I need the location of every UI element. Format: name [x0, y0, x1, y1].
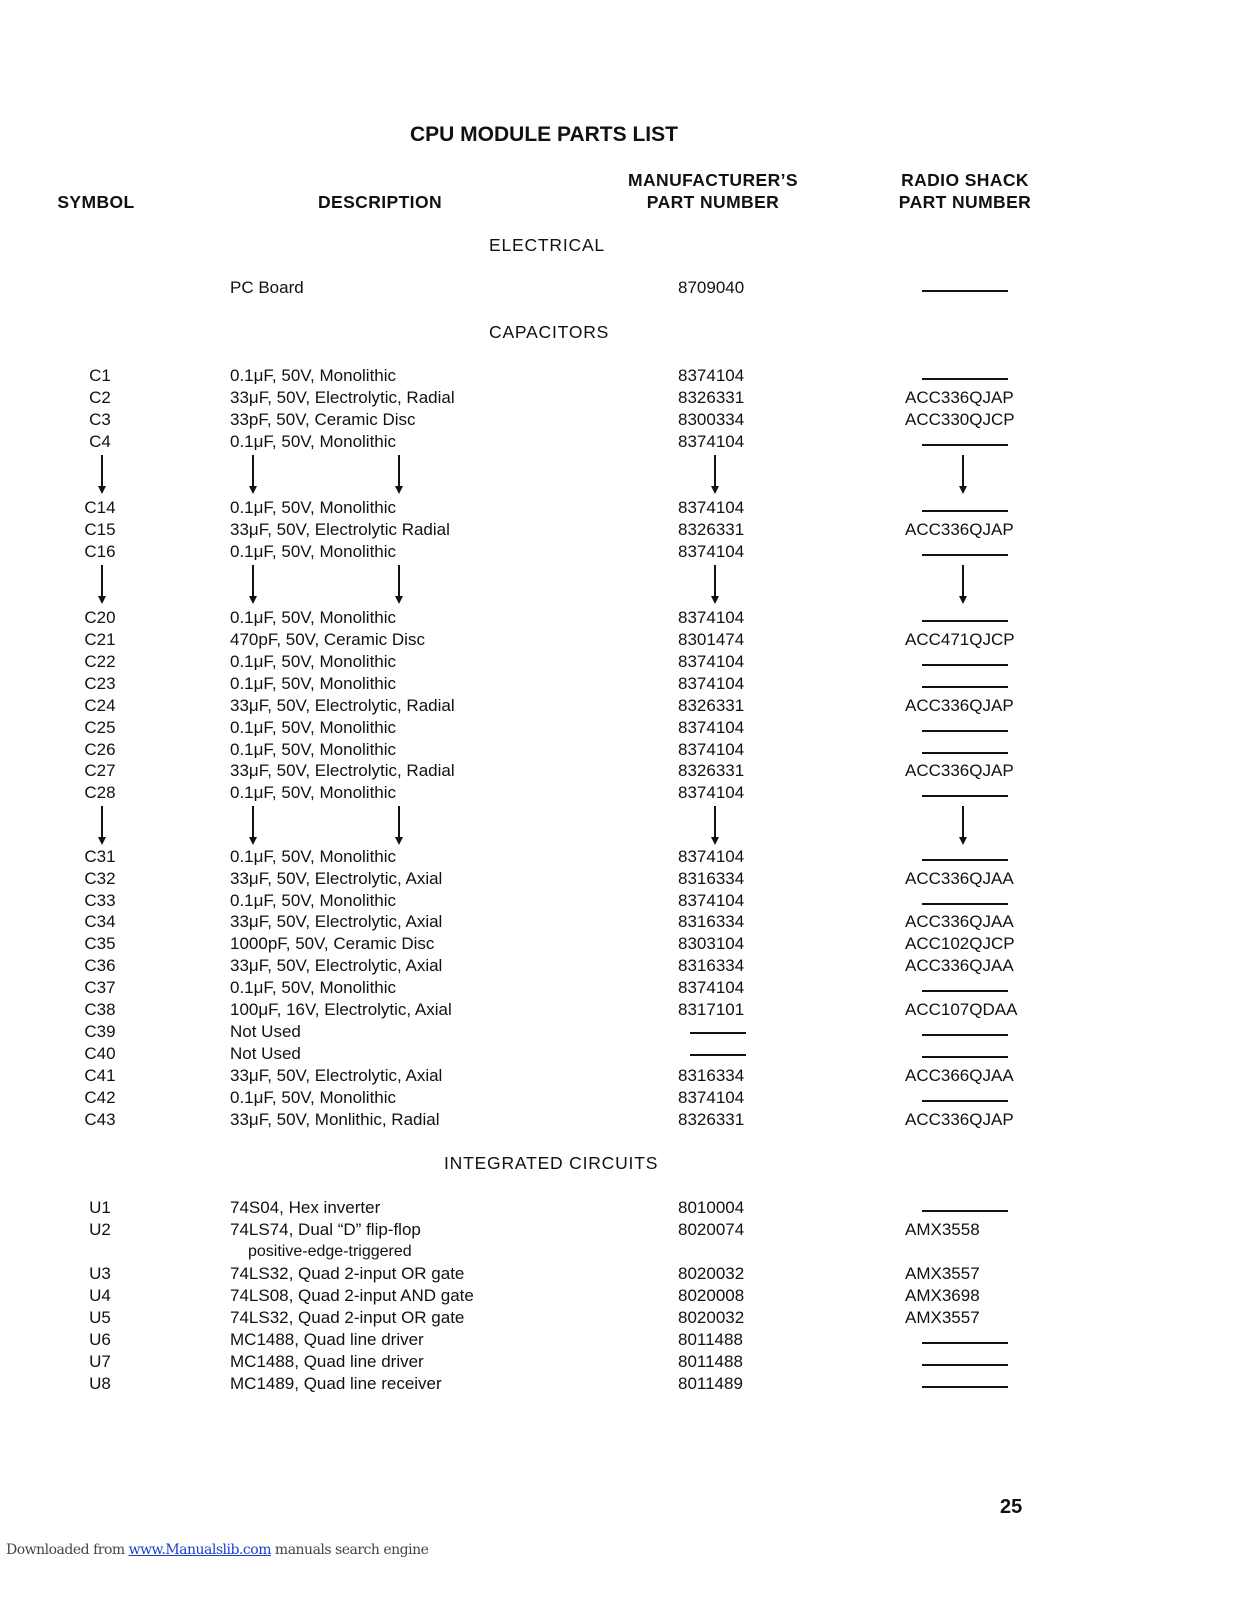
description-cell: 33pF, 50V, Ceramic Disc — [230, 410, 416, 429]
radioshack-part-cell: ACC336QJAP — [905, 761, 1014, 780]
description-cell: 74LS08, Quad 2-input AND gate — [230, 1286, 474, 1305]
radioshack-part-cell: ACC336QJAA — [905, 956, 1014, 975]
section-heading-integrated-circuits: INTEGRATED CIRCUITS — [444, 1153, 659, 1173]
description-cell: 74S04, Hex inverter — [230, 1198, 381, 1217]
description-cell: 33μF, 50V, Electrolytic, Axial — [230, 956, 443, 975]
header-radioshack-part-number — [880, 169, 1050, 213]
radioshack-part-cell: ACC107QDAA — [905, 1000, 1018, 1019]
symbol-cell: C42 — [84, 1088, 116, 1107]
radioshack-part-cell: ACC336QJAA — [905, 912, 1014, 931]
symbol-cell: C4 — [89, 432, 111, 451]
header-radioshack-line1: RADIO SHACK — [901, 170, 1029, 190]
manufacturer-part-cell: 8374104 — [678, 608, 745, 627]
symbol-cell: U5 — [89, 1308, 111, 1327]
footer-suffix: manuals search engine — [270, 1542, 429, 1558]
manufacturer-part-cell: 8011489 — [678, 1374, 743, 1393]
description-cell: 0.1μF, 50V, Monolithic — [230, 432, 397, 451]
symbol-cell: U1 — [89, 1198, 111, 1217]
header-radioshack-line2: PART NUMBER — [898, 192, 1032, 212]
description-cell: 74LS74, Dual “D” flip-flop — [230, 1220, 421, 1239]
radioshack-part-dash — [922, 859, 1008, 861]
radioshack-part-dash — [922, 1210, 1008, 1212]
radioshack-part-cell: ACC336QJAA — [905, 869, 1014, 888]
symbol-cell: C14 — [84, 498, 116, 517]
symbol-arrow-icon — [95, 455, 109, 495]
symbol-cell: C21 — [84, 630, 116, 649]
page-number: 25 — [1000, 1496, 1023, 1518]
manufacturer-part-cell: 8374104 — [678, 847, 745, 866]
download-footer — [6, 1542, 428, 1558]
description-cell: 0.1μF, 50V, Monolithic — [230, 783, 397, 802]
radioshack-part-cell: ACC336QJAP — [905, 520, 1014, 539]
manufacturer-part-cell: 8010004 — [678, 1198, 745, 1217]
manufacturer-part-cell: 8374104 — [678, 674, 745, 693]
radioshack-part-cell: ACC336QJAP — [905, 388, 1014, 407]
description-cell: 0.1μF, 50V, Monolithic — [230, 366, 397, 385]
symbol-cell: U4 — [89, 1286, 111, 1305]
symbol-cell: C15 — [84, 520, 116, 539]
radioshack-part-dash — [922, 554, 1008, 556]
symbol-cell: C34 — [84, 912, 116, 931]
radioshack-part-dash — [922, 1342, 1008, 1344]
radioshack-part-dash — [922, 903, 1008, 905]
radioshack-part-cell: AMX3558 — [905, 1220, 980, 1239]
symbol-arrow-icon — [95, 806, 109, 846]
description-cell: 33μF, 50V, Electrolytic, Axial — [230, 912, 443, 931]
description-cell: 33μF, 50V, Electrolytic, Axial — [230, 1066, 443, 1085]
radioshack-arrow-icon — [956, 455, 970, 495]
section-heading-electrical: ELECTRICAL — [489, 235, 605, 255]
header-manufacturer-line2: PART NUMBER — [646, 192, 780, 212]
radioshack-part-cell: ACC366QJAA — [905, 1066, 1014, 1085]
description-cell: 0.1μF, 50V, Monolithic — [230, 978, 397, 997]
radioshack-part-dash — [922, 290, 1008, 292]
section-heading-capacitors: CAPACITORS — [489, 322, 610, 342]
description-cell: 0.1μF, 50V, Monolithic — [230, 718, 397, 737]
symbol-cell: C23 — [84, 674, 116, 693]
symbol-cell: C27 — [84, 761, 116, 780]
manufacturer-part-cell: 8011488 — [678, 1330, 743, 1349]
description-arrow-icon — [392, 806, 406, 846]
radioshack-part-dash — [922, 620, 1008, 622]
symbol-arrow-icon — [95, 565, 109, 605]
description-cell: 470pF, 50V, Ceramic Disc — [230, 630, 425, 649]
radioshack-part-dash — [922, 1100, 1008, 1102]
description-cell: 74LS32, Quad 2-input OR gate — [230, 1264, 465, 1283]
manufacturer-arrow-icon — [708, 565, 722, 605]
radioshack-part-dash — [922, 378, 1008, 380]
symbol-cell: C41 — [84, 1066, 116, 1085]
manufacturer-part-cell: 8326331 — [678, 520, 745, 539]
radioshack-part-dash — [922, 990, 1008, 992]
manufacturer-part-cell: 8300334 — [678, 410, 745, 429]
manufacturer-part-cell: 8709040 — [678, 278, 745, 297]
manufacturer-part-dash — [690, 1054, 746, 1056]
header-manufacturer-part-number — [610, 169, 816, 213]
manufacturer-part-cell: 8303104 — [678, 934, 745, 953]
description-arrow-icon — [246, 455, 260, 495]
footer-prefix: Downloaded from — [6, 1542, 129, 1558]
manufacturer-part-cell: 8326331 — [678, 761, 745, 780]
radioshack-part-dash — [922, 795, 1008, 797]
description-cell: Not Used — [230, 1044, 301, 1063]
manufacturer-part-cell: 8374104 — [678, 366, 745, 385]
manufacturer-part-cell: 8374104 — [678, 542, 745, 561]
manufacturer-part-cell: 8374104 — [678, 978, 745, 997]
description-cell: 0.1μF, 50V, Monolithic — [230, 674, 397, 693]
symbol-cell: C43 — [84, 1110, 116, 1129]
manufacturer-part-cell: 8326331 — [678, 388, 745, 407]
description-cell: PC Board — [230, 278, 304, 297]
manufacturer-part-cell: 8020032 — [678, 1308, 745, 1327]
description-arrow-icon — [246, 806, 260, 846]
manufacturer-part-cell: 8020008 — [678, 1286, 745, 1305]
description-cell: 0.1μF, 50V, Monolithic — [230, 542, 397, 561]
manufacturer-part-cell: 8374104 — [678, 1088, 745, 1107]
manufacturer-part-cell: 8326331 — [678, 696, 745, 715]
manufacturer-part-cell: 8374104 — [678, 498, 745, 517]
symbol-cell: C28 — [84, 783, 116, 802]
description-cell: 74LS32, Quad 2-input OR gate — [230, 1308, 465, 1327]
symbol-cell: C35 — [84, 934, 116, 953]
symbol-cell: U3 — [89, 1264, 111, 1283]
manufacturer-part-cell: 8374104 — [678, 891, 745, 910]
description-cell: 33μF, 50V, Electrolytic, Axial — [230, 869, 443, 888]
description-cell: 0.1μF, 50V, Monolithic — [230, 740, 397, 759]
manufacturer-part-cell: 8316334 — [678, 956, 745, 975]
manufacturer-part-cell: 8317101 — [678, 1000, 745, 1019]
description-cell: 33μF, 50V, Electrolytic, Radial — [230, 388, 455, 407]
manufacturer-part-cell: 8374104 — [678, 432, 745, 451]
description-cell: 33μF, 50V, Electrolytic Radial — [230, 520, 450, 539]
manufacturer-part-cell: 8020032 — [678, 1264, 745, 1283]
radioshack-part-cell: AMX3557 — [905, 1264, 980, 1283]
symbol-cell: C26 — [84, 740, 116, 759]
manufacturer-part-cell: 8316334 — [678, 912, 745, 931]
description-cell: MC1488, Quad line driver — [230, 1352, 424, 1371]
description-cell: MC1489, Quad line receiver — [230, 1374, 442, 1393]
symbol-cell: C3 — [89, 410, 111, 429]
description-cell: 0.1μF, 50V, Monolithic — [230, 1088, 397, 1107]
symbol-cell: C39 — [84, 1022, 116, 1041]
manualslib-link[interactable]: www.Manualslib.com — [128, 1542, 271, 1558]
symbol-cell: U8 — [89, 1374, 111, 1393]
radioshack-part-dash — [922, 1056, 1008, 1058]
symbol-cell: C2 — [89, 388, 111, 407]
radioshack-part-cell: ACC471QJCP — [905, 630, 1015, 649]
symbol-cell: C1 — [89, 366, 111, 385]
description-arrow-icon — [392, 455, 406, 495]
manufacturer-part-cell: 8374104 — [678, 740, 745, 759]
manufacturer-part-cell: 8316334 — [678, 869, 745, 888]
manufacturer-part-dash — [690, 1032, 746, 1034]
description-cell: 0.1μF, 50V, Monolithic — [230, 652, 397, 671]
description-cell: 0.1μF, 50V, Monolithic — [230, 608, 397, 627]
radioshack-part-dash — [922, 1034, 1008, 1036]
description-cell: 33μF, 50V, Electrolytic, Radial — [230, 696, 455, 715]
radioshack-arrow-icon — [956, 565, 970, 605]
symbol-cell: C33 — [84, 891, 116, 910]
radioshack-part-cell: ACC330QJCP — [905, 410, 1015, 429]
description-arrow-icon — [392, 565, 406, 605]
manufacturer-part-cell: 8011488 — [678, 1352, 743, 1371]
radioshack-part-dash — [922, 444, 1008, 446]
manufacturer-part-cell: 8374104 — [678, 718, 745, 737]
description-arrow-icon — [246, 565, 260, 605]
symbol-cell: C24 — [84, 696, 116, 715]
description-cell: 0.1μF, 50V, Monolithic — [230, 847, 397, 866]
radioshack-part-dash — [922, 1386, 1008, 1388]
symbol-cell: C25 — [84, 718, 116, 737]
header-symbol: SYMBOL — [57, 192, 135, 212]
symbol-cell: C16 — [84, 542, 116, 561]
radioshack-part-dash — [922, 730, 1008, 732]
symbol-cell: C37 — [84, 978, 116, 997]
symbol-cell: C38 — [84, 1000, 116, 1019]
header-description: DESCRIPTION — [318, 192, 442, 212]
symbol-cell: C22 — [84, 652, 116, 671]
page-title: CPU MODULE PARTS LIST — [410, 123, 678, 146]
description-cell: MC1488, Quad line driver — [230, 1330, 424, 1349]
radioshack-arrow-icon — [956, 806, 970, 846]
description-cell: 33μF, 50V, Electrolytic, Radial — [230, 761, 455, 780]
symbol-cell: C36 — [84, 956, 116, 975]
description-cell: Not Used — [230, 1022, 301, 1041]
symbol-cell: U2 — [89, 1220, 111, 1239]
manufacturer-part-cell: 8316334 — [678, 1066, 745, 1085]
symbol-cell: C32 — [84, 869, 116, 888]
header-manufacturer-line1: MANUFACTURER’S — [628, 170, 798, 190]
radioshack-part-cell: AMX3698 — [905, 1286, 980, 1305]
description-cell: 0.1μF, 50V, Monolithic — [230, 891, 397, 910]
radioshack-part-dash — [922, 752, 1008, 754]
manufacturer-part-cell: 8374104 — [678, 652, 745, 671]
symbol-cell: C40 — [84, 1044, 116, 1063]
manufacturer-part-cell: 8374104 — [678, 783, 745, 802]
symbol-cell: U6 — [89, 1330, 111, 1349]
symbol-cell: U7 — [89, 1352, 111, 1371]
manufacturer-part-cell: 8301474 — [678, 630, 745, 649]
radioshack-part-dash — [922, 686, 1008, 688]
description-cell-continued: positive-edge-triggered — [248, 1243, 412, 1260]
symbol-cell: C31 — [84, 847, 116, 866]
radioshack-part-cell: ACC102QJCP — [905, 934, 1015, 953]
description-cell: 33μF, 50V, Monlithic, Radial — [230, 1110, 440, 1129]
radioshack-part-dash — [922, 510, 1008, 512]
manufacturer-part-cell: 8326331 — [678, 1110, 745, 1129]
description-cell: 100μF, 16V, Electrolytic, Axial — [230, 1000, 452, 1019]
manufacturer-part-cell: 8020074 — [678, 1220, 745, 1239]
radioshack-part-cell: ACC336QJAP — [905, 1110, 1014, 1129]
symbol-cell: C20 — [84, 608, 116, 627]
radioshack-part-cell: ACC336QJAP — [905, 696, 1014, 715]
description-cell: 1000pF, 50V, Ceramic Disc — [230, 934, 435, 953]
manufacturer-arrow-icon — [708, 455, 722, 495]
radioshack-part-dash — [922, 664, 1008, 666]
radioshack-part-cell: AMX3557 — [905, 1308, 980, 1327]
manufacturer-arrow-icon — [708, 806, 722, 846]
description-cell: 0.1μF, 50V, Monolithic — [230, 498, 397, 517]
radioshack-part-dash — [922, 1364, 1008, 1366]
